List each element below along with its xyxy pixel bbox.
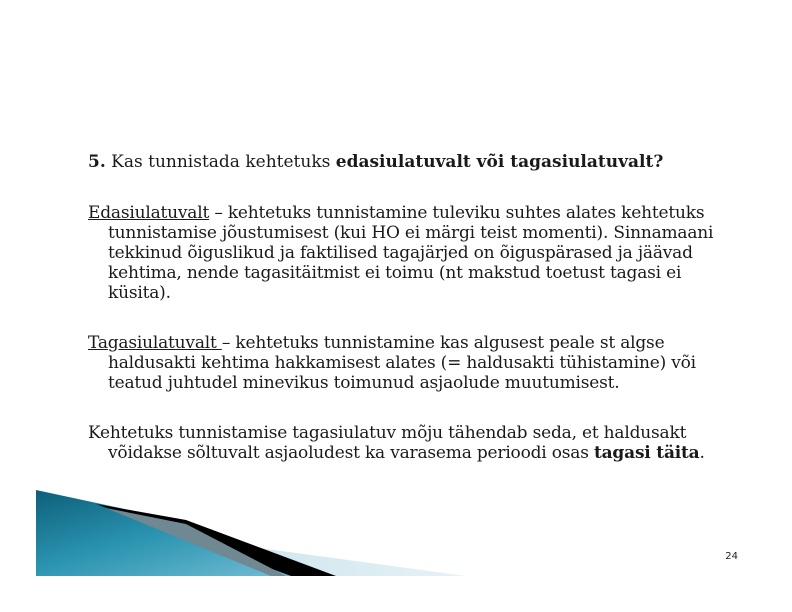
heading-number: 5.: [88, 152, 106, 172]
paragraph-text-end: .: [699, 443, 705, 463]
decorative-wave-graphic: [36, 490, 466, 578]
slide-content: [88, 152, 728, 493]
page-number: 24: [725, 551, 738, 562]
paragraph-tagasiulatuv-moju: [88, 423, 728, 463]
term-edasiulatuvalt: Edasiulatuvalt: [88, 203, 210, 223]
paragraph-text: Kehtetuks tunnistamise tagasiulatuv mõju tähendab seda, et haldusakt võidakse sõltuvalt asjaoludest ka varasema perioodi osas: [88, 423, 687, 463]
paragraph-text: – kehtetuks tunnistamine tuleviku suhtes alates kehtetuks tunnistamise jõustumisest (kui HO ei märgi teist momenti). Sinnamaani tekkinud õiguslikud ja faktilised tagajärjed on õiguspärased ja jäävad kehtima, nende tagasitäitmist ei toimu (nt makstud toetust tagasi ei küsita).: [108, 203, 714, 303]
heading-text: Kas tunnistada kehtetuks: [111, 152, 336, 172]
heading-bold-text: edasiulatuvalt või tagasiulatuvalt?: [335, 152, 664, 172]
term-tagasiulatuvalt: Tagasiulatuvalt: [88, 333, 222, 353]
emphasis-tagasi-taita: tagasi täita: [593, 443, 700, 463]
paragraph-edasiulatuvalt: [88, 203, 728, 303]
slide-heading: [88, 152, 728, 172]
paragraph-tagasiulatuvalt: [88, 333, 728, 393]
paragraph-text: – kehtetuks tunnistamine kas algusest peale st algse haldusakti kehtima hakkamisest alates (= haldusakti tühistamine) või teatud juhtudel minevikus toimunud asjaolude muutumisest.: [108, 333, 696, 393]
